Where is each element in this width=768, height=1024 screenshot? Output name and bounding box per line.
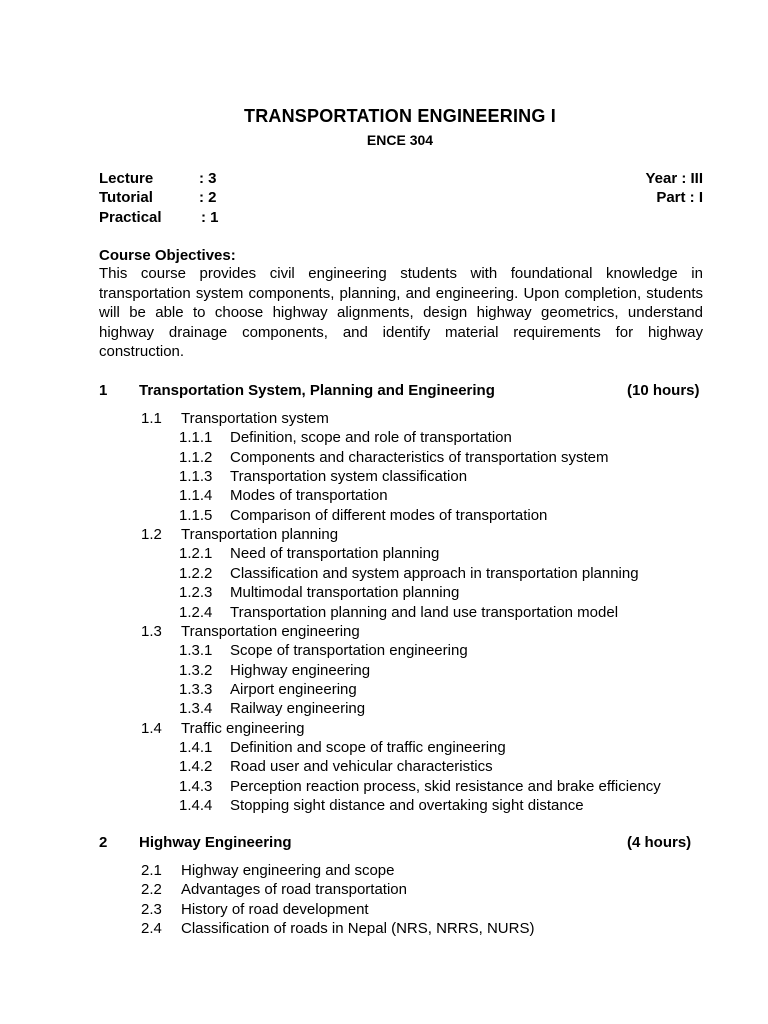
document-title: TRANSPORTATION ENGINEERING I xyxy=(244,106,556,126)
item-number: 1.4 xyxy=(141,719,162,737)
item-number: 2.3 xyxy=(141,900,162,918)
unit-heading xyxy=(99,834,703,854)
tutorial-value: : 2 xyxy=(199,189,217,206)
item-text: History of road development xyxy=(181,900,369,918)
item-number: 1.4.1 xyxy=(179,738,213,756)
part-value: Part : I xyxy=(656,189,703,206)
item-number: 1.2 xyxy=(141,526,162,544)
item-text: Highway engineering xyxy=(230,661,371,679)
item-text: Definition, scope and role of transportation xyxy=(230,429,512,447)
meta-row-practical xyxy=(99,209,703,229)
item-text: Transportation planning and land use transportation model xyxy=(230,603,619,621)
item-number: 1.4.4 xyxy=(179,797,213,814)
course-code: ENCE 304 xyxy=(366,132,434,148)
item-text: Comparison of different modes of transportation xyxy=(230,506,548,524)
unit-number: 2 xyxy=(99,834,108,851)
item-text: Highway engineering and scope xyxy=(181,862,395,879)
item-text: Components and characteristics of transportation system xyxy=(230,448,609,466)
year-value: Year : III xyxy=(645,170,703,187)
item-number: 1.2.2 xyxy=(179,564,213,582)
item-number: 1.2.3 xyxy=(179,584,213,602)
unit-hours: (10 hours) xyxy=(627,382,700,399)
item-text: Railway engineering xyxy=(230,700,366,718)
item-text: Stopping sight distance and overtaking sight distance xyxy=(230,797,584,814)
item-text: Classification of roads in Nepal (NRS, NRRS, NURS) xyxy=(181,920,535,938)
item-text: Multimodal transportation planning xyxy=(230,584,460,602)
item-number: 1.2.1 xyxy=(179,545,213,563)
item-number: 1.4.3 xyxy=(179,777,213,795)
item-number: 1.1 xyxy=(141,410,162,427)
item-number: 2.2 xyxy=(141,881,162,899)
meta-row-lecture xyxy=(99,170,703,190)
item-text: Airport engineering xyxy=(230,680,357,698)
item-text: Modes of transportation xyxy=(230,487,388,505)
item-text: Scope of transportation engineering xyxy=(230,642,468,660)
item-text: Traffic engineering xyxy=(181,719,305,737)
item-text: Perception reaction process, skid resistance and brake efficiency xyxy=(230,777,661,795)
item-text: Road user and vehicular characteristics xyxy=(230,758,493,776)
item-text: Need of transportation planning xyxy=(230,545,440,563)
unit-hours: (4 hours) xyxy=(627,834,692,851)
item-number: 1.1.2 xyxy=(179,448,213,466)
item-number: 1.3.2 xyxy=(179,661,213,679)
item-number: 1.3 xyxy=(141,622,162,640)
item-number: 1.2.4 xyxy=(179,603,213,621)
practical-value: : 1 xyxy=(201,209,219,226)
item-text: Definition and scope of traffic engineering xyxy=(230,738,506,756)
item-number: 1.1.1 xyxy=(179,429,213,447)
item-text: Transportation system classification xyxy=(230,468,468,486)
unit-heading xyxy=(99,382,703,402)
item-number: 1.3.4 xyxy=(179,700,213,718)
objectives-heading: Course Objectives: xyxy=(99,247,236,264)
item-text: Classification and system approach in transportation planning xyxy=(230,564,639,582)
meta-row-tutorial xyxy=(99,189,703,209)
lecture-label: Lecture xyxy=(99,170,154,187)
item-text: Advantages of road transportation xyxy=(181,881,407,899)
practical-label: Practical xyxy=(99,209,162,226)
lecture-value: : 3 xyxy=(199,170,217,187)
objectives-text: This course provides civil engineering students with foundational knowledge in transportation system components, planning, and engineering. Upon completion, students will be able to choose highway alignments, design highway geometrics, understand highway drainage components, and identify material requirements for highway construction. xyxy=(99,265,703,361)
item-number: 1.1.4 xyxy=(179,487,213,505)
item-number: 2.4 xyxy=(141,920,162,938)
item-text: Transportation engineering xyxy=(181,622,360,640)
item-number: 2.1 xyxy=(141,862,162,879)
unit-title: Highway Engineering xyxy=(139,834,292,851)
unit-title: Transportation System, Planning and Engineering xyxy=(139,382,495,399)
item-number: 1.1.3 xyxy=(179,468,213,486)
item-text: Transportation planning xyxy=(181,526,339,544)
tutorial-label: Tutorial xyxy=(99,189,153,206)
item-text: Transportation system xyxy=(181,410,329,427)
item-number: 1.4.2 xyxy=(179,758,213,776)
item-number: 1.3.3 xyxy=(179,680,213,698)
unit-number: 1 xyxy=(99,382,108,399)
item-number: 1.1.5 xyxy=(179,506,213,524)
item-number: 1.3.1 xyxy=(179,642,213,660)
